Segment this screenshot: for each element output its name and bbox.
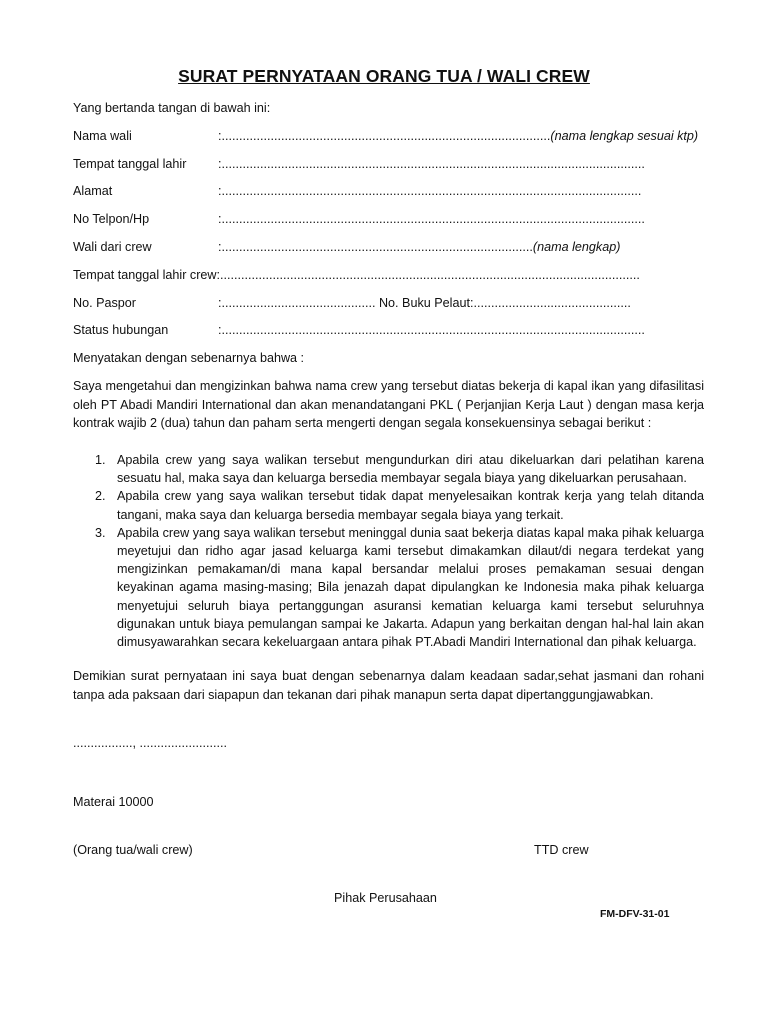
field-label-status-hubungan: Status hubungan [73, 323, 169, 337]
field-label-no-paspor: No. Paspor [73, 296, 136, 310]
field-value-no-telpon: :......................................................................................................................... [218, 212, 645, 226]
signature-parent-label: (Orang tua/wali crew) [73, 843, 193, 857]
list-item: 3. Apabila crew yang saya walikan tersebut meninggal dunia saat bekerja diatas kapal maka pihak keluarga meyetujui dan ridho agar jasad keluarga kami tersebut dimakamkan dilaut/di negara terdekat yang mengizinkan pemakaman/di mana kapal bersandar melalui proses pemakaman sesuai dengan keyakinan agama masing-masing; Bila jenazah dapat dipulangkan ke Indonesia maka pihak keluarga menyetujui seluruh biaya pertanggungan asuransi kematian keluarga kami tersebut seluruhnya digunakan untuk biaya pemulangan sampai ke Jakarta. Adapun yang berkaitan dengan hal-hal lain akan dimusyawarahkan secara kekeluargaan antara pihak PT.Abadi Mandiri International dan pihak keluarga. [95, 525, 704, 650]
terms-list [73, 451, 704, 651]
form-code: FM-DFV-31-01 [600, 908, 670, 920]
materai-label: Materai 10000 [73, 795, 154, 809]
place-date-line: ................., ......................... [73, 736, 227, 750]
field-value-no-paspor: :............................................ No. Buku Pelaut:............................................. [218, 296, 631, 310]
intro-text: Yang bertanda tangan di bawah ini: [73, 101, 271, 115]
field-value-status-hubungan: :......................................................................................................................... [218, 323, 645, 337]
field-value-wali-dari-crew: :.........................................................................................(nama lengkap) [218, 240, 621, 254]
list-item: 1. Apabila crew yang saya walikan tersebut mengundurkan diri atau dikeluarkan dari pelatihan karena sesuatu hal, maka saya dan keluarga bersedia membayar segala biaya yang dikeluarkan perusahaan. [95, 453, 704, 486]
list-item: 2. Apabila crew yang saya walikan tersebut tidak dapat menyelesaikan kontrak kerja yang telah ditanda tangani, maka saya dan keluarga bersedia membayar segala biaya yang terkait. [95, 489, 704, 522]
field-value-nama-wali: :..............................................................................................(nama lengkap sesuai ktp) [218, 129, 699, 143]
field-note: (nama lengkap sesuai ktp) [550, 129, 699, 143]
field-tempat-tanggal-lahir-crew: Tempat tanggal lahir crew:........................................................................................................................ [73, 268, 640, 282]
field-label-no-telpon: No Telpon/Hp [73, 212, 150, 226]
field-value-tempat-tanggal-lahir: :......................................................................................................................... [218, 157, 645, 171]
paragraph-consent: Saya mengetahui dan mengizinkan bahwa nama crew yang tersebut diatas bekerja di kapal ikan yang difasilitasi oleh PT Abadi Mandiri International dan akan menandatangani PKL ( Perjanjian Kerja Laut ) dengan masa kerja kontrak wajib 2 (dua) tahun dan paham serta mengerti dengan segala konsekuensinya sebagai berikut : [73, 379, 704, 430]
field-value-alamat: :........................................................................................................................ [218, 184, 642, 198]
paragraph-closing: Demikian surat pernyataan ini saya buat dengan sebenarnya dalam keadaan sadar,sehat jasmani dan rohani tanpa ada paksaan dari siapapun dan tekanan dari pihak manapun serta dapat dipertanggungjawabkan. [73, 669, 704, 702]
field-label-alamat: Alamat [73, 184, 113, 198]
field-label-wali-dari-crew: Wali dari crew [73, 240, 152, 254]
field-note: (nama lengkap) [532, 240, 621, 254]
field-label-tempat-tanggal-lahir: Tempat tanggal lahir [73, 157, 187, 171]
document-title: SURAT PERNYATAAN ORANG TUA / WALI CREW [178, 66, 590, 86]
declaration-text: Menyatakan dengan sebenarnya bahwa : [73, 351, 305, 365]
field-label-nama-wali: Nama wali [73, 129, 132, 143]
company-signature-label: Pihak Perusahaan [334, 891, 437, 905]
signature-crew-label: TTD crew [534, 843, 589, 857]
